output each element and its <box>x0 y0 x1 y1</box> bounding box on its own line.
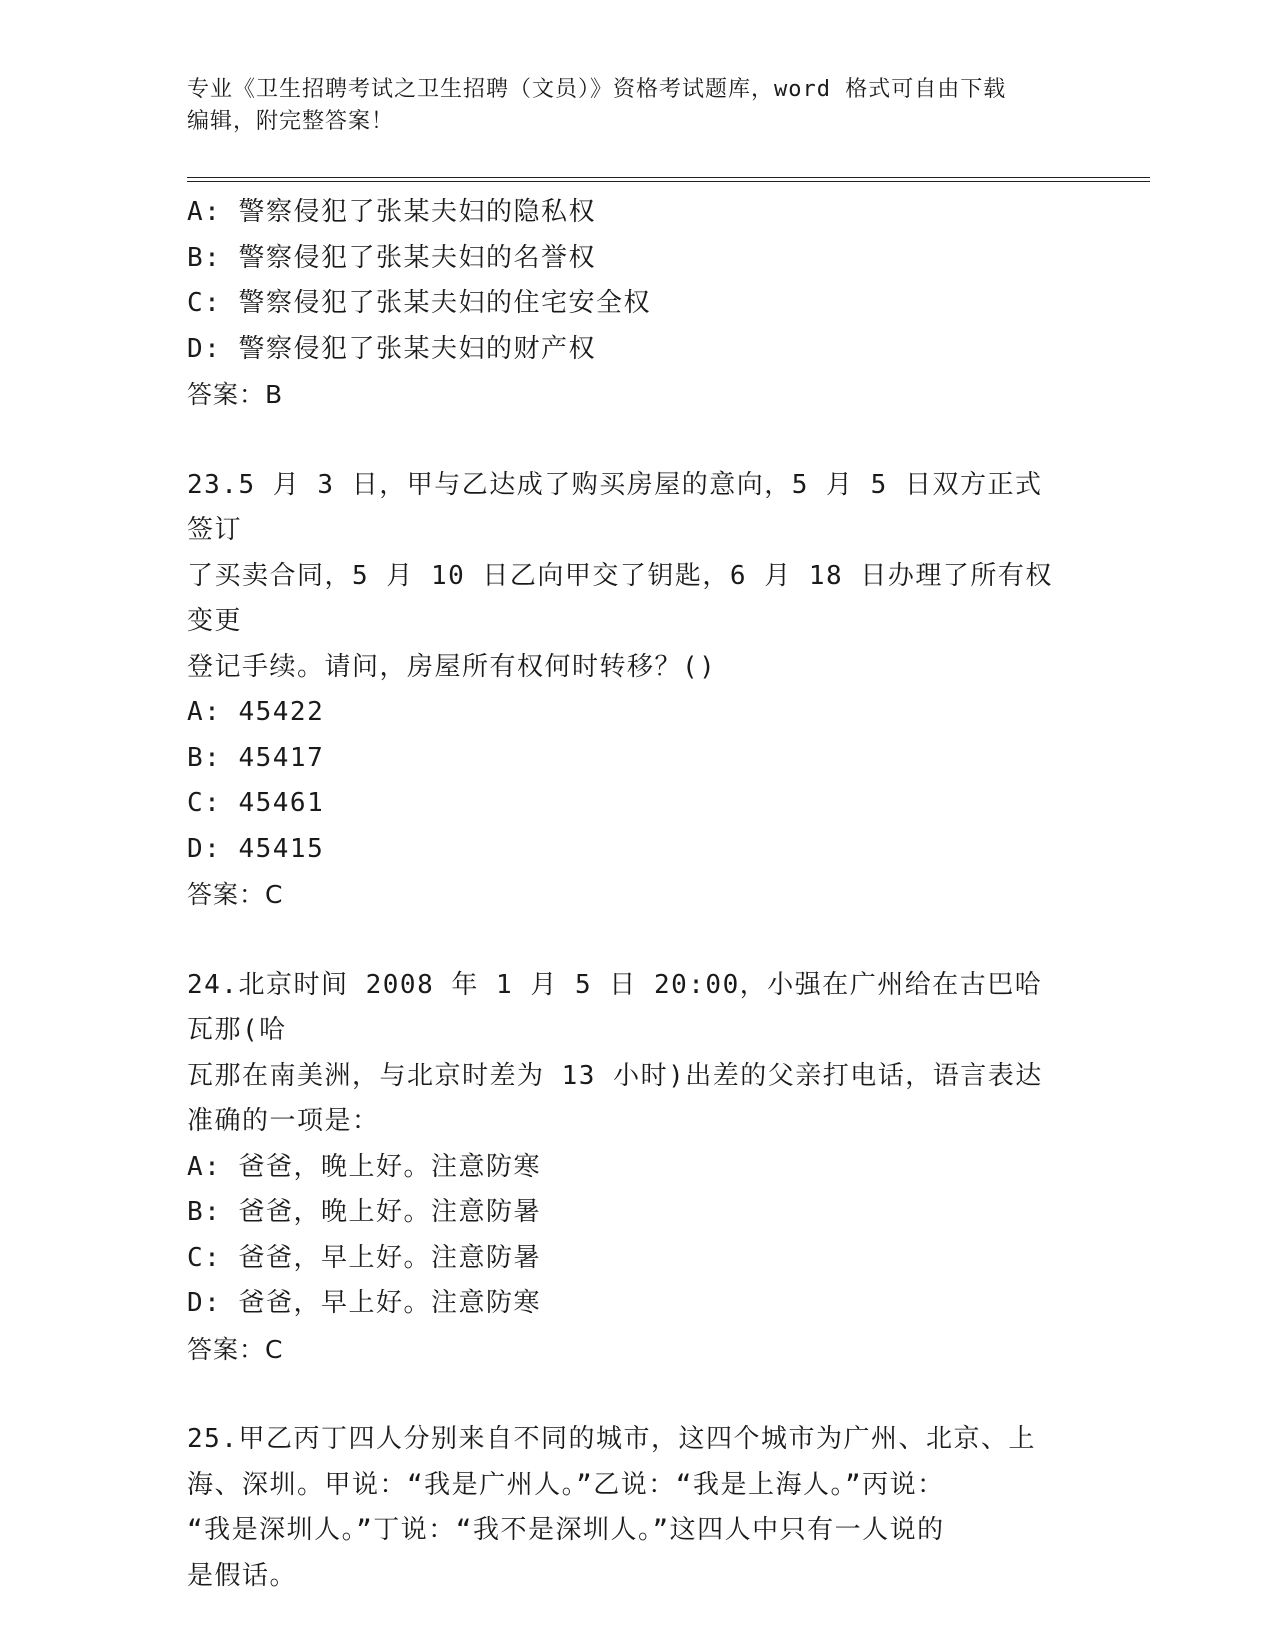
question-25-line-3: “我是深圳人。”丁说：“我不是深圳人。”这四人中只有一人说的 <box>187 1515 945 1545</box>
question-25-line-2: 海、深圳。甲说：“我是广州人。”乙说：“我是上海人。”丙说： <box>187 1469 945 1500</box>
spacer <box>187 918 1087 963</box>
option-b: B: 爸爸，晚上好。注意防暑 <box>187 1197 541 1227</box>
header-line-1: 专业《卫生招聘考试之卫生招聘（文员）》资格考试题库，word 格式可自由下载 <box>187 77 1007 102</box>
question-23 <box>187 463 1087 918</box>
option-c: C: 爸爸，早上好。注意防暑 <box>187 1242 541 1273</box>
question-23-line-3: 登记手续。请问，房屋所有权何时转移？() <box>187 651 717 682</box>
option-c: C: 45461 <box>187 788 325 818</box>
header-divider <box>187 177 1150 182</box>
question-25-line-4: 是假话。 <box>187 1560 298 1591</box>
option-d: D: 爸爸，早上好。注意防寒 <box>187 1288 541 1318</box>
question-24 <box>187 963 1087 1373</box>
question-23-line-2: 了买卖合同，5 月 10 日乙向甲交了钥匙，6 月 18 日办理了所有权变更 <box>187 560 1053 636</box>
answer-22: 答案：B <box>187 380 284 409</box>
option-a: A: 45422 <box>187 697 325 727</box>
answer-23: 答案：C <box>187 880 284 909</box>
question-23-line-1: 23.5 月 3 日，甲与乙达成了购买房屋的意向，5 月 5 日双方正式签订 <box>187 469 1043 545</box>
question-24-line-1: 24.北京时间 2008 年 1 月 5 日 20:00，小强在广州给在古巴哈瓦那(哈 <box>187 969 1043 1045</box>
question-25 <box>187 1417 1087 1599</box>
document-header <box>187 74 1087 138</box>
option-c: C: 警察侵犯了张某夫妇的住宅安全权 <box>187 288 651 318</box>
question-24-line-2: 瓦那在南美洲，与北京时差为 13 小时)出差的父亲打电话，语言表达 <box>187 1060 1043 1091</box>
spacer <box>187 418 1087 463</box>
option-a: A: 警察侵犯了张某夫妇的隐私权 <box>187 197 596 227</box>
question-24-line-3: 准确的一项是： <box>187 1106 380 1136</box>
header-line-2: 编辑，附完整答案！ <box>187 109 395 134</box>
spacer <box>187 1372 1087 1417</box>
question-22-options <box>187 190 1087 418</box>
option-b: B: 警察侵犯了张某夫妇的名誉权 <box>187 242 596 273</box>
question-25-line-1: 25.甲乙丙丁四人分别来自不同的城市，这四个城市为广州、北京、上 <box>187 1424 1036 1454</box>
option-b: B: 45417 <box>187 742 325 773</box>
document-body <box>187 190 1087 1599</box>
option-d: D: 警察侵犯了张某夫妇的财产权 <box>187 333 596 364</box>
option-a: A: 爸爸，晚上好。注意防寒 <box>187 1151 541 1182</box>
answer-24: 答案：C <box>187 1334 284 1364</box>
option-d: D: 45415 <box>187 833 325 864</box>
